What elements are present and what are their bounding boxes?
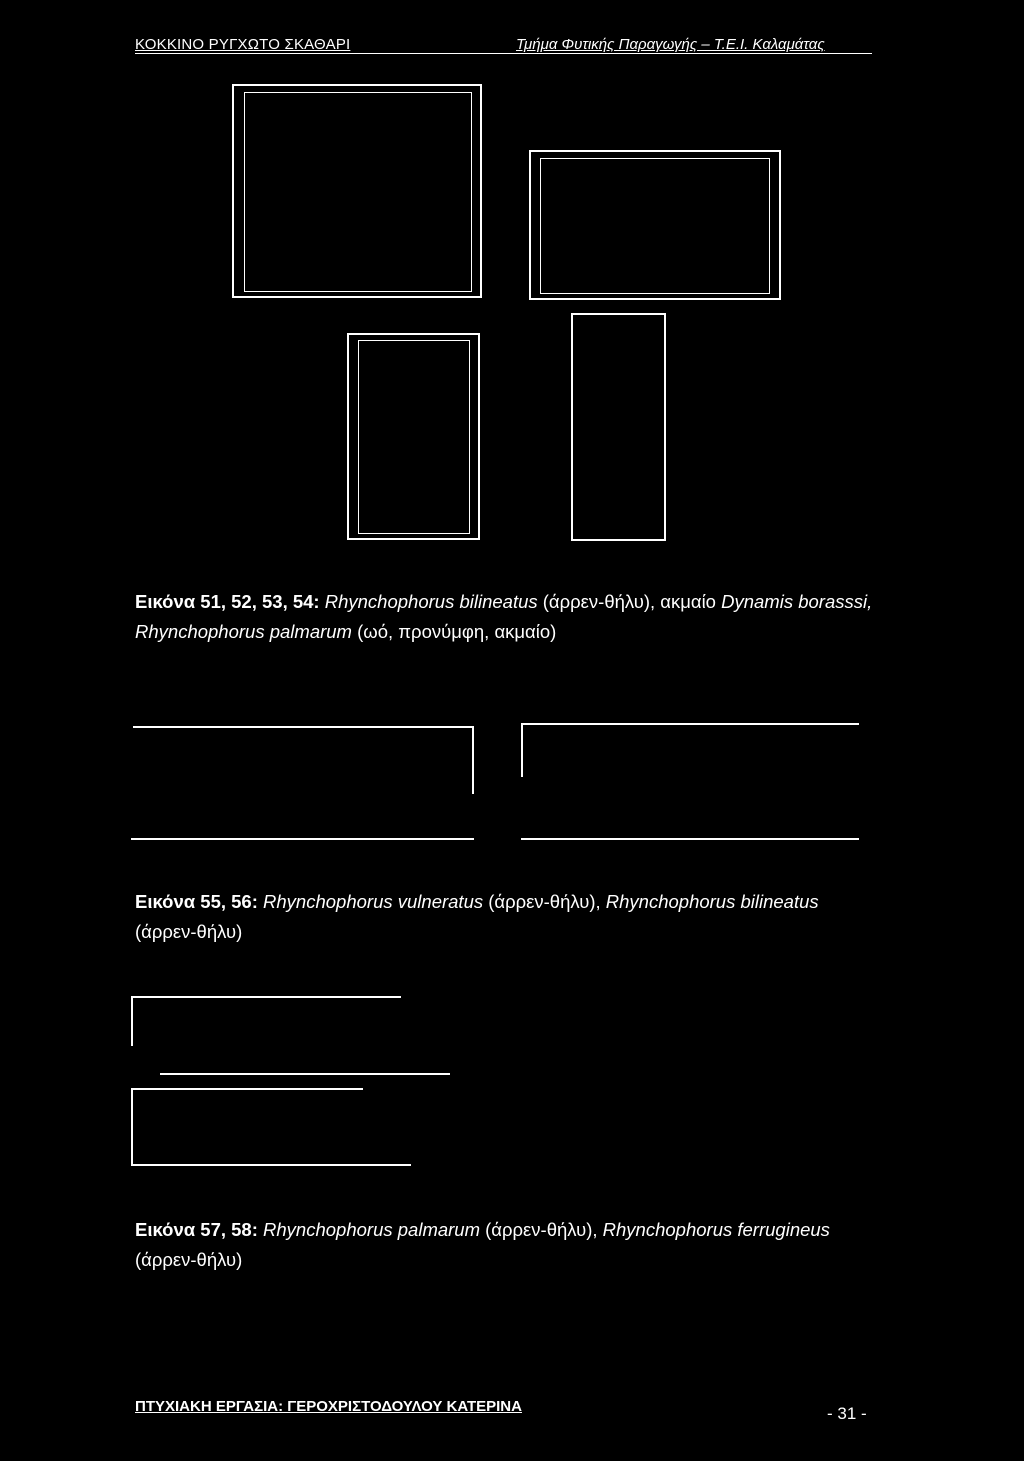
figure-55-bottom-edge (131, 838, 474, 840)
figure-56-bottom-edge (521, 838, 859, 840)
header-rule (135, 53, 872, 54)
caption-text: (άρρεν-θήλυ), (483, 891, 606, 912)
page-number: - 31 - (827, 1404, 867, 1423)
figure-54-frame (571, 313, 666, 541)
caption-figures-55-56 (135, 887, 880, 947)
figure-56-left-edge (521, 723, 523, 777)
caption-species-name: Rhynchophorus ferrugineus (602, 1219, 830, 1240)
caption-species-name: Rhynchophorus palmarum (263, 1219, 480, 1240)
figure-56-top-edge (521, 723, 859, 725)
running-header-department: Τμήμα Φυτικής Παραγωγής – Τ.Ε.Ι. Καλαμάτας (516, 36, 825, 53)
figure-58-top-edge (131, 1088, 363, 1090)
caption-label: Εικόνα 57, 58: (135, 1219, 258, 1240)
caption-text: (άρρεν-θήλυ) (135, 921, 243, 942)
caption-text: (άρρεν-θήλυ) (135, 1249, 243, 1270)
caption-species-name: Dynamis borasssi, Rhynchophorus palmarum (135, 591, 873, 642)
figure-58-bottom-edge (131, 1164, 411, 1166)
figure-57-bottom-edge (160, 1073, 450, 1075)
figure-55-top-edge (133, 726, 474, 728)
caption-species-name: Rhynchophorus bilineatus (605, 891, 819, 912)
caption-species-name: Rhynchophorus bilineatus (324, 591, 538, 612)
caption-text: (άρρεν-θήλυ), ακμαίο (537, 591, 722, 612)
figure-55-right-edge (472, 726, 474, 794)
caption-text: (ωό, προνύμφη, ακμαίο) (351, 621, 557, 642)
caption-figures-51-54 (135, 587, 880, 647)
caption-species-name: Rhynchophorus vulneratus (263, 891, 484, 912)
caption-label: Εικόνα 55, 56: (135, 891, 258, 912)
figure-57-top-edge (131, 996, 401, 998)
figure-53-inner-frame (358, 340, 470, 534)
figure-57-left-edge (131, 996, 133, 1046)
figure-58-left-edge (131, 1088, 133, 1166)
caption-text: (άρρεν-θήλυ), (480, 1219, 603, 1240)
caption-figures-57-58 (135, 1215, 880, 1275)
figure-52-inner-frame (540, 158, 770, 294)
footer-thesis-author: ΠΤΥΧΙΑΚΗ ΕΡΓΑΣΙΑ: ΓΕΡΟΧΡΙΣΤΟΔΟΥΛΟΥ ΚΑΤΕΡΙΝΑ (135, 1398, 522, 1415)
caption-label: Εικόνα 51, 52, 53, 54: (135, 591, 320, 612)
running-header-title: ΚΟΚΚΙΝΟ ΡΥΓΧΩΤΟ ΣΚΑΘΑΡΙ (135, 36, 351, 53)
figure-51-inner-frame (244, 92, 472, 292)
